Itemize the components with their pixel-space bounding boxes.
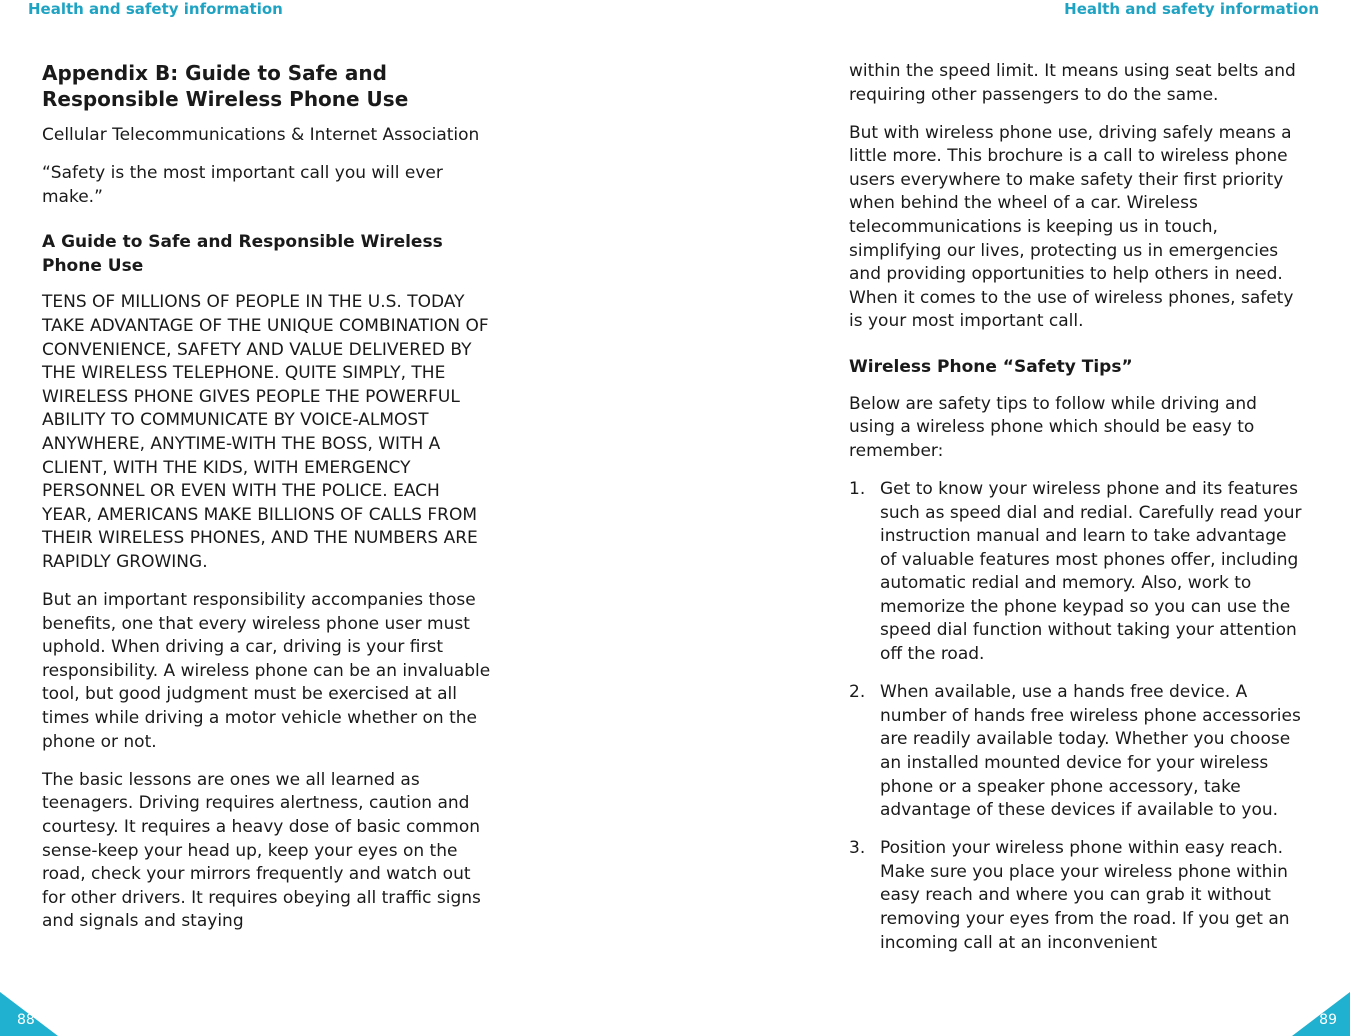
safety-tips-list <box>849 478 1304 955</box>
appendix-title: Appendix B: Guide to Safe and Responsible Wireless Phone Use <box>42 61 409 111</box>
left-page-column <box>42 60 494 948</box>
running-head-right: Health and safety information <box>1064 0 1319 18</box>
guide-subheading: A Guide to Safe and Responsible Wireless Phone Use <box>42 232 443 276</box>
organization-name: Cellular Telecommunications & Internet Association <box>42 125 480 145</box>
list-item-text: Position your wireless phone within easy reach. Make sure you place your wireless phone within easy reach and where you can grab it without removing your eyes from the road. If you get an incoming call at an inconvenient <box>880 838 1290 953</box>
right-page-column <box>849 60 1304 970</box>
list-item-number: 2. <box>849 682 866 703</box>
running-head-left: Health and safety information <box>28 0 283 18</box>
safety-quote: “Safety is the most important call you will ever make.” <box>42 163 443 207</box>
paragraph-speed-limit: within the speed limit. It means using seat belts and requiring other passengers to do the same. <box>849 61 1296 105</box>
list-item-number: 3. <box>849 838 866 859</box>
page-number-left: 88 <box>17 1012 35 1028</box>
list-item-number: 1. <box>849 478 866 499</box>
paragraph-intro-caps: TENS OF MILLIONS OF PEOPLE IN THE U.S. TODAY TAKE ADVANTAGE OF THE UNIQUE COMBINATION OF CONVENIENCE, SAFETY AND VALUE DELIVERED BY THE WIRELESS TELEPHONE. QUITE SIMPLY, THE WIRELESS PHONE GIVES PEOPLE THE POWERFUL ABILITY TO COMMUNICATE BY VOICE-ALMOST ANYWHERE, ANYTIME-WITH THE BOSS, WITH A CLIENT, WITH THE KIDS, WITH EMERGENCY PERSONNEL OR EVEN WITH THE POLICE. EACH YEAR, AMERICANS MAKE BILLIONS OF CALLS FROM THEIR WIRELESS PHONES, AND THE NUMBERS ARE RAPIDLY GROWING. <box>42 292 489 572</box>
paragraph-basic-lessons: The basic lessons are ones we all learned as teenagers. Driving requires alertness, caution and courtesy. It requires a heavy dose of basic common sense-keep your head up, keep your eyes on the road, check your mirrors frequently and watch out for other drivers. It requires obeying all traffic signs and signals and staying <box>42 769 481 932</box>
list-item <box>849 681 1304 823</box>
list-item <box>849 478 1304 667</box>
list-item <box>849 837 1304 955</box>
safety-tips-intro: Below are safety tips to follow while driving and using a wireless phone which should be easy to remember: <box>849 393 1257 461</box>
list-item-text: Get to know your wireless phone and its features such as speed dial and redial. Carefully read your instruction manual and learn to take advantage of valuable features most phones offer, including automatic redial and memory. Also, work to memorize the phone keypad so you can use the speed dial function without taking your attention off the road. <box>880 478 1302 665</box>
paragraph-responsibility: But an important responsibility accompanies those benefits, one that every wireless phone user must uphold. When driving a car, driving is your first responsibility. A wireless phone can be an invaluable tool, but good judgment must be exercised at all times while driving a motor vehicle whether on the phone or not. <box>42 590 491 752</box>
safety-tips-heading: Wireless Phone “Safety Tips” <box>849 357 1133 378</box>
paragraph-driving-safely: But with wireless phone use, driving safely means a little more. This brochure is a call to wireless phone users everywhere to make safety their first priority when behind the wheel of a car. Wireless telecommunications is keeping us in touch, simplifying our lives, protecting us in emergencies and providing opportunities to help others in need. When it comes to the use of wireless phones, safety is your most important call. <box>849 122 1294 332</box>
page-number-right: 89 <box>1319 1012 1337 1028</box>
list-item-text: When available, use a hands free device. A number of hands free wireless phone accessories are readily available today. Whether you choose an installed mounted device for your wireless phone or a speaker phone accessory, take advantage of these devices if available to you. <box>880 682 1301 821</box>
